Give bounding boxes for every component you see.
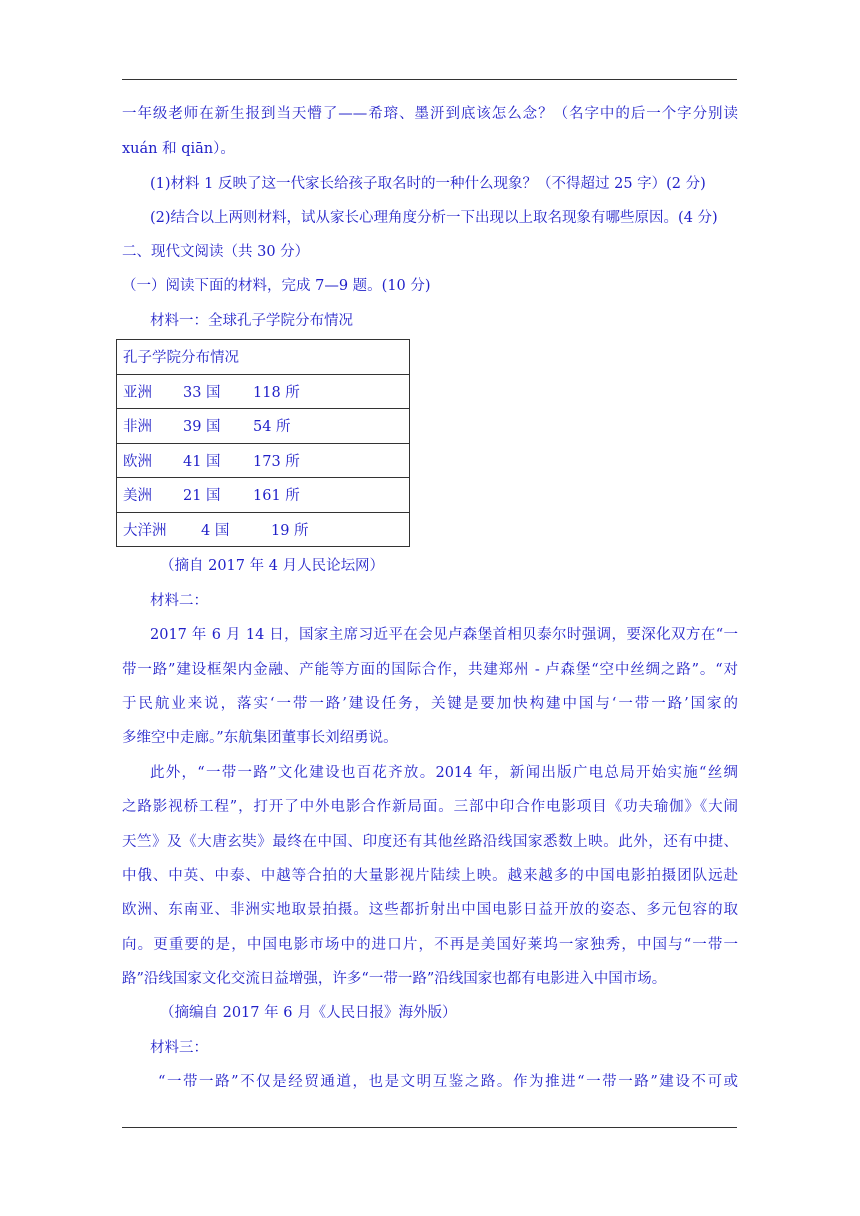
source-note-1: （摘自 2017 年 4 月人民论坛网）	[160, 558, 385, 574]
table-header-row	[117, 340, 410, 375]
schools: 118 所	[253, 384, 300, 401]
schools: 173 所	[253, 453, 300, 470]
footer-rule	[122, 1127, 737, 1128]
table-header: 孔子学院分布情况	[117, 340, 410, 375]
region: 欧洲	[123, 453, 152, 470]
paragraph-line: 之路影视桥工程”，打开了中外电影合作新局面。三部中印合作电影项目《功夫瑜伽》《大闹	[122, 799, 738, 815]
countries: 39 国	[183, 419, 221, 436]
confucius-institute-table	[116, 339, 410, 547]
paragraph-line: 带一路”建设框架内金融、产能等方面的国际合作，共建郑州 - 卢森堡“空中丝绸之路”。“对	[122, 662, 738, 678]
paragraph-line: 于民航业来说，落实‘一带一路’建设任务，关键是要加快构建中国与‘一带一路’国家的	[122, 696, 738, 712]
region: 非洲	[123, 419, 152, 436]
table-row	[117, 512, 410, 547]
countries: 21 国	[183, 488, 221, 505]
paragraph-line: 此外，“一带一路”文化建设也百花齐放。2014 年，新闻出版广电总局开始实施“丝绸	[150, 765, 738, 781]
countries: 33 国	[183, 384, 221, 401]
region: 美洲	[123, 488, 152, 505]
paragraph-line: 2017 年 6 月 14 日，国家主席习近平在会见卢森堡首相贝泰尔时强调，要深化双方在“一	[150, 627, 738, 643]
material-1-title: 材料一：全球孔子学院分布情况	[150, 313, 353, 329]
region: 亚洲	[123, 384, 152, 401]
paragraph-line: 向。更重要的是，中国电影市场中的进口片，不再是美国好莱坞一家独秀，中国与“一带一	[122, 937, 738, 953]
table-row	[117, 443, 410, 478]
header-rule	[122, 79, 737, 80]
paragraph-line: 欧洲、东南亚、非洲实地取景拍摄。这些都折射出中国电影日益开放的姿态、多元包容的取	[122, 902, 738, 918]
question-1: (1)材料 1 反映了这一代家长给孩子取名时的一种什么现象？（不得超过 25 字）(2 分)	[150, 176, 706, 192]
paragraph-line: 中俄、中英、中泰、中越等合拍的大量影视片陆续上映。越来越多的中国电影拍摄团队远赴	[122, 868, 738, 884]
region: 大洋洲	[123, 522, 167, 539]
section-heading: 二、现代文阅读（共 30 分）	[122, 244, 310, 260]
paragraph-line: 一年级老师在新生报到当天懵了——希瑢、墨汧到底该怎么念？（名字中的后一个字分别读	[122, 106, 738, 122]
paragraph-line: xuán 和 qiān）。	[122, 141, 235, 157]
material-2-title: 材料二：	[150, 593, 208, 609]
schools: 161 所	[253, 488, 300, 505]
paragraph-line: 路”沿线国家文化交流日益增强，许多“一带一路”沿线国家也都有电影进入中国市场。	[122, 971, 667, 987]
paragraph-line: 多维空中走廊。”东航集团董事长刘绍勇说。	[122, 730, 398, 746]
paragraph-line: 天竺》及《大唐玄奘》最终在中国、印度还有其他丝路沿线国家悉数上映。此外，还有中捷、	[122, 834, 738, 850]
countries: 4 国	[201, 522, 230, 539]
subsection-heading: （一）阅读下面的材料，完成 7—9 题。(10 分)	[122, 278, 431, 294]
table-row	[117, 478, 410, 513]
paragraph-line: “一带一路”不仅是经贸通道，也是文明互鉴之路。作为推进“一带一路”建设不可或	[158, 1074, 738, 1090]
countries: 41 国	[183, 453, 221, 470]
source-note-2: （摘编自 2017 年 6 月《人民日报》海外版）	[160, 1005, 457, 1021]
question-2: (2)结合以上两则材料，试从家长心理角度分析一下出现以上取名现象有哪些原因。(4 分)	[150, 210, 718, 226]
table-row	[117, 374, 410, 409]
table-row	[117, 409, 410, 444]
schools: 54 所	[253, 419, 291, 436]
schools: 19 所	[271, 522, 309, 539]
material-3-title: 材料三：	[150, 1040, 208, 1056]
